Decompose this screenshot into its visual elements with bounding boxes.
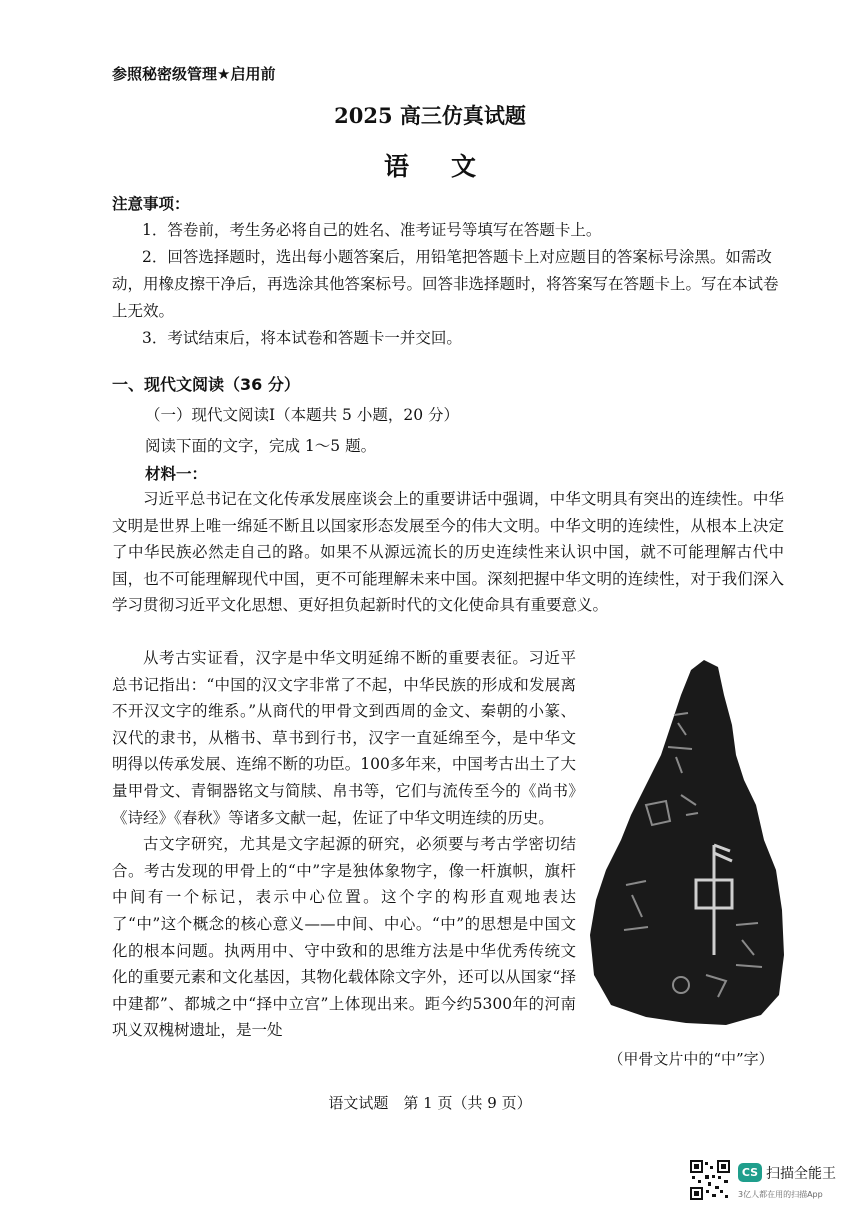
material-label: 材料一： bbox=[145, 464, 208, 483]
subsection-title: （一）现代文阅读Ⅰ（本题共 5 小题，20 分） bbox=[145, 406, 459, 424]
passage-paragraph-1 bbox=[112, 486, 784, 619]
passage-paragraph-2: 从考古实证看，汉字是中华文明延绵不断的重要表征。习近平总书记指出：“中国的汉文字非常了不起，中华民族的形成和发展离不开汉文字的维系。”从商代的甲骨文到西周的金文、秦朝的小篆、汉代的隶书，从楷书、草书到行书，汉字一直延绵至今，是中华文明得以传承发展、连绵不断的功臣。100多年来，中国考古出土了大量甲骨文、青铜器铭文与简牍、帛书等，它们与流传至今的《尚书》《诗经》《春秋》等诸多文献一起，佐证了中华文明连续的历史。 bbox=[112, 649, 576, 827]
page-footer: 语文试题 第 1 页（共 9 页） bbox=[328, 1094, 532, 1112]
notes-block bbox=[112, 190, 788, 352]
figure-caption: （甲骨文片中的“中”字） bbox=[608, 1050, 774, 1068]
camscanner-logo-icon: CS bbox=[738, 1163, 762, 1182]
notes-item-1: 1．答卷前，考生务必将自己的姓名、准考证号等填写在答题卡上。 bbox=[142, 221, 602, 239]
section-title: 一、现代文阅读（36 分） bbox=[112, 375, 300, 394]
passage-left-column bbox=[112, 645, 576, 1044]
notes-heading: 注意事项： bbox=[112, 194, 190, 213]
oracle-bone-fragment bbox=[590, 660, 784, 1025]
secrecy-label: 参照秘密级管理★启用前 bbox=[112, 65, 276, 83]
exam-title: 2025 高三仿真试题 bbox=[334, 103, 526, 128]
notes-item-3: 3．考试结束后，将本试卷和答题卡一并交回。 bbox=[142, 329, 462, 347]
subject-title: 语文 bbox=[383, 152, 518, 181]
passage-paragraph-3: 古文字研究，尤其是文字起源的研究，必须要与考古学密切结合。考古发现的甲骨上的“中”字是独体象物字，像一杆旗帜，旗杆中间有一个标记，表示中心位置。这个字的构形直观地表达了“中”这个概念的核心意义——中间、中心。“中”的思想是中国文化的根本问题。执两用中、守中致和的思维方法是中华优秀传统文化的重要元素和文化基因，其物化载体除文字外，还可以从国家“择中建都”、都城之中“择中立宫”上体现出来。距今约5300年的河南巩义双槐树遗址，是一处 bbox=[112, 835, 576, 1040]
camscanner-app-name: 扫描全能王 bbox=[766, 1166, 836, 1182]
camscanner-tagline: 3亿人都在用的扫描App bbox=[738, 1190, 823, 1199]
qr-code-icon bbox=[690, 1160, 730, 1200]
notes-item-2: 2．回答选择题时，选出每小题答案后，用铅笔把答题卡上对应题目的答案标号涂黑。如需改动，用橡皮擦干净后，再选涂其他答案标号。回答非选择题时，将答案写在答题卡上。写在本试卷上无效。 bbox=[112, 248, 779, 320]
paragraph-text: 习近平总书记在文化传承发展座谈会上的重要讲话中强调，中华文明具有突出的连续性。中华文明是世界上唯一绵延不断且以国家形态发展至今的伟大文明。中华文明的连续性，从根本上决定了中华民族必然走自己的路。如果不从源远流长的历史连续性来认识中国，就不可能理解古代中国，也不可能理解现代中国，更不可能理解未来中国。深刻把握中华文明的连续性，对于我们深入学习贯彻习近平文化思想、更好担负起新时代的文化使命具有重要意义。 bbox=[112, 490, 784, 615]
reading-instruction: 阅读下面的文字，完成 1～5 题。 bbox=[145, 437, 377, 455]
oracle-bone-image bbox=[586, 655, 786, 1030]
